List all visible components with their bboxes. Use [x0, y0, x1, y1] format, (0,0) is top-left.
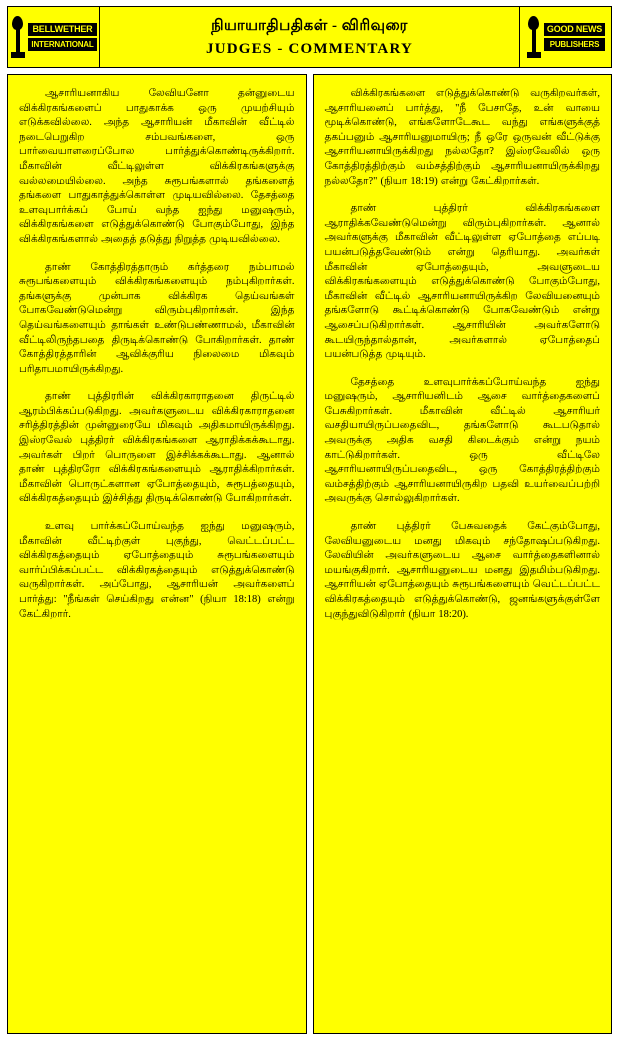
paragraph: ஆசாரியனாகிய லேவியனோ தன்னுடைய விக்கிரகங்களைப் பாதுகாக்க ஒரு முயற்சியும் எடுக்கவில்லை. அந்த ஆசாரியன் மீகாவின் வீட்டில் நடைபெறுகிற சம்பவங்களை, ஒரு பார்வையாளரைப்போல பார்த்துக்கொண்டிருக்கிறார். மீகாவின் வீட்டிலுள்ள விக்கிரகங்களுக்கு வல்லமையில்லை. அந்த சுரூபங்களால் தங்களைத் தங்களை பாதுகாத்துக்கொள்ள முடியவில்லை. தேசத்தை உளவுபார்க்கப் போய் வந்த ஐந்து மனுஷரும், விக்கிரகங்களை எடுத்துக்கொண்டு போகும்போது, இந்த விக்கிரகங்களால் அதைத் தடுத்து நிறுத்த முடியவில்லை. [19, 88, 295, 245]
paragraph: தேசத்தை உளவுபார்க்கப்போய்வந்த ஐந்து மனுஷரும், ஆசாரியனிடம் ஆசை வார்த்தைகளைப் பேசுகிறார்கள். மீகாவின் வீட்டில் ஆசாரியர் வசதியாயிருப்பதைவிட, தங்களோடு கூடபடுதால் அவருக்கு அதிக வசதி கிடைக்கும் என்று நயம் காட்டுகிறார்கள். ஒரு வீட்டிலே ஆசாரியனாயிருப்பதைவிட, ஒரு கோத்திரத்திற்கும் வம்சத்திற்கும் ஆசாரியனாயிருகிற பதவி உயர்வைப்பற்றி அவருக்கு சொல்லுகிறார்கள். [324, 376, 600, 505]
right-column [313, 74, 613, 1034]
paragraph: உளவு பார்க்கப்போய்வந்த ஐந்து மனுஷரும், மீகாவின் வீட்டிற்குள் புகுந்து, வெட்டப்பட்ட விக்கிரகத்தையும் ஏபோத்தையும் சுரூபங்களையும் வார்ப்பிக்கப்பட்ட விக்கிரகத்தையும் எடுத்துக்கொண்டு வருகிறார்கள். அப்போது, ஆசாரியன் அவர்களைப் பார்த்து: "நீங்கள் செய்கிறது என்ன" (நியா 18:18) என்று கேட்கிறார். [19, 521, 295, 620]
paragraph: தாண் கோத்திரத்தாரும் கர்த்தரை நம்பாமல் சுரூபங்களையும் விக்கிரகங்களையும் நம்புகிறார்கள். தங்களுக்கு முன்பாக விக்கிரக தெய்வங்கள் போகவேண்டுமென்று விரும்புகிறார்கள். இந்த தெய்வங்களையும் தாங்கள் உண்டுபண்ணாமல், மீகாவின் வீட்டிலிருந்தபதை திருடிக்கொண்டு போகிறார்கள். தாண் கோத்திரத்தாரின் ஆவிக்குரிய நிலைமை மிகவும் பரிதாபமாயிருக்கிறது. [19, 261, 295, 375]
logo-line1: BELLWETHER [28, 23, 96, 36]
bellwether-international-logo [8, 7, 100, 67]
logo-line2: PUBLISHERS [544, 38, 605, 51]
torch-icon [526, 16, 542, 58]
logo-line2: INTERNATIONAL [28, 38, 96, 51]
body-columns [7, 74, 612, 1034]
logo-inner-left [8, 15, 98, 59]
page-header [7, 6, 612, 68]
logo-line1: GOOD NEWS [544, 23, 605, 36]
paragraph: தாண் புத்திரரின் விக்கிரகாராதனை திருட்டில் ஆரம்பிக்கப்படுகிறது. அவர்களுடைய விக்கிரகாராதனை சரித்திரத்தின் முன்னுரையே மிகவும் அதிகமாயிருக்கிறது. இஸ்ரவேல் புத்திரர் விக்கிரகங்களை ஆராதிக்கக்கூடாது. அவர்கள் பிறர் பொருளை இச்சிக்கக்கூடாது. ஆனால் தாண் புத்திரரோ விக்கிரகங்களையும் ஆராதிக்கிறார்கள். மீகாவின் பொருட்களான ஏபோத்தையும், சுரூபத்தையும், விக்கிரகத்தையும் இச்சித்து திருடிக்கொண்டு போகிறார்கள். [19, 391, 295, 505]
good-news-publishers-logo [519, 7, 611, 67]
paragraph: விக்கிரகங்களை எடுத்துக்கொண்டு வருகிறவர்கள், ஆசாரியனைப் பார்த்து, "நீ பேசாதே, உன் வாயை மூடிக்கொண்டு, எங்களோடேகூட வந்து எங்களுக்குத் தகப்பனும் ஆசாரியனுமாயிரு; நீ ஒரே ஒருவன் வீட்டுக்கு ஆசாரியனாயிருக்கிறது நல்லதோ? இஸ்ரவேலில் ஒரு கோத்திரத்திற்கும் வம்சத்திற்கும் ஆசாரியனாயிருக்கிறது நல்லதோ?" (நியா 18:19) என்று கேட்கிறார்கள். [324, 88, 600, 187]
page-title-tamil: நியாயாதிபதிகள் - விரிவுரை [211, 17, 408, 34]
logo-words-left [28, 23, 96, 51]
logo-words-right [544, 23, 605, 51]
paragraph: தாண் புத்திரர் பேசுவதைக் கேட்கும்போது, லேவியனுடைய மனது மிகவும் சந்தோஷப்படுகிறது. லேவியின் அவர்களுடைய ஆசை வார்த்தைகளினால் மயங்குகிறார். ஆசாரியனுடைய மனது இதமிம்படுகிறது. ஆசாரியன் ஏபோத்தையும் சுரூபங்களையும் வெட்டப்பட்ட விக்கிரகத்தையும் எடுத்துக்கொண்டு, ஜனங்களுக்குள்ளே புகுந்துவிடுகிறார் (நியா 18:20). [324, 521, 600, 620]
page-title-english: JUDGES - COMMENTARY [206, 40, 413, 57]
header-titles [100, 7, 519, 67]
left-column [7, 74, 307, 1034]
paragraph: தாண் புத்திரர் விக்கிரகங்களை ஆராதிக்கவேண்டுமென்று விரும்புகிறார்கள். ஆனால் அவர்களுக்கு மீகாவின் வீட்டிலுள்ள ஏபோத்தை எப்படி பயன்படுத்தவேண்டும் என்று தெரியாது. அவர்கள் மீகாவின் ஏபோத்தையும், அவளுடைய விக்கிரகங்களையும் எடுத்துக்கொண்டு போகும்போது, மீகாவின் வீட்டில் ஆசாரியனாயிருக்கிற லேவியனையும் தங்களோடு கூட்டிக்கொண்டு போகவேண்டும் என்று ஆசைப்படுகிறார்கள். ஆசாரியின் அவர்களோடு கூடயிருந்தால்தான், அவர்களால் ஏபோத்தைப் பயன்படுத்த முடியும். [324, 203, 600, 361]
torch-icon [10, 16, 26, 58]
logo-inner-right [524, 15, 607, 59]
